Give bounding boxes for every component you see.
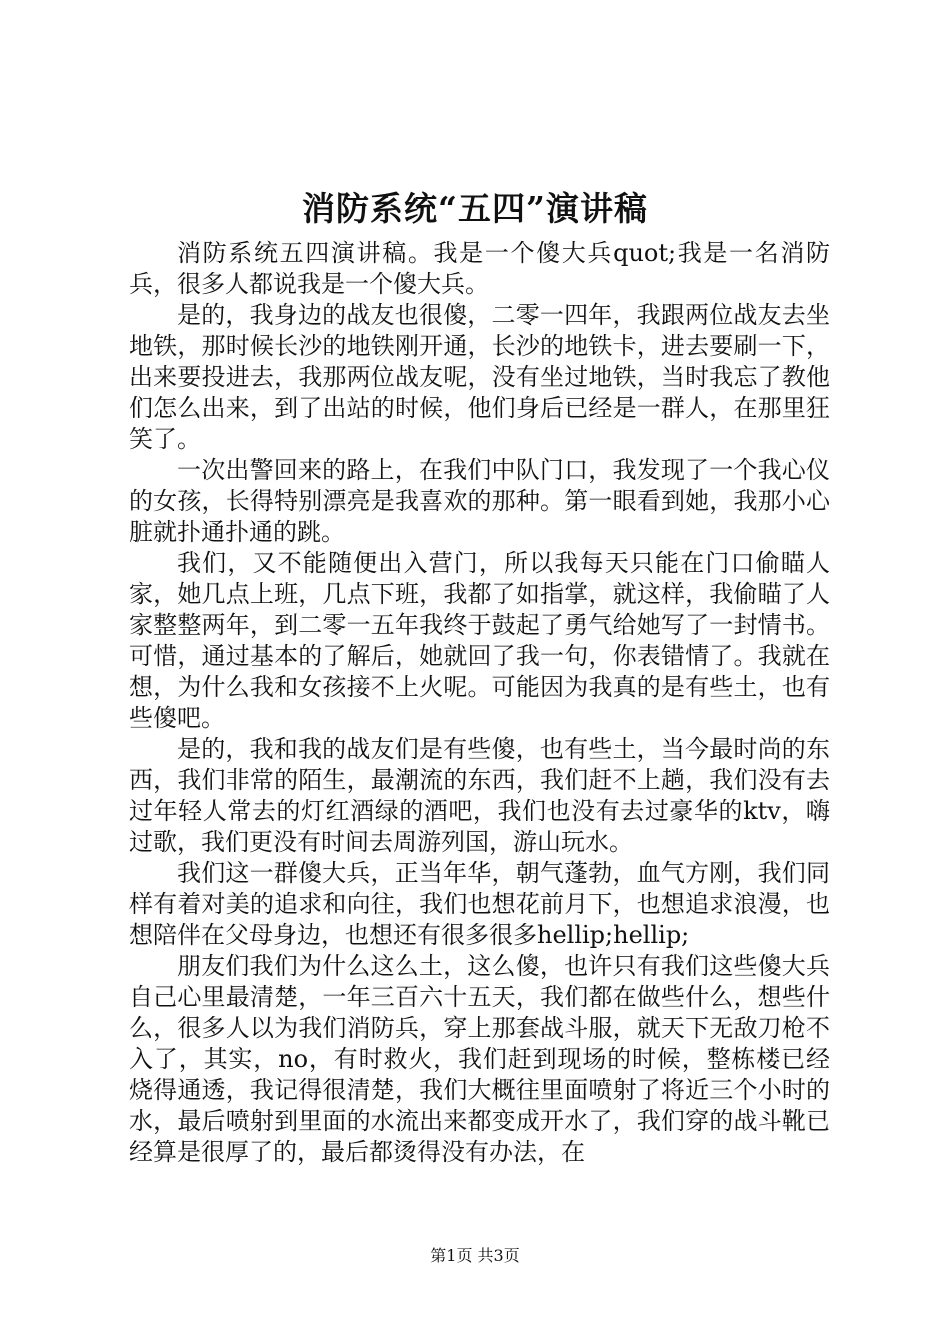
paragraph-6: 我们这一群傻大兵，正当年华，朝气蓬勃，血气方刚，我们同样有着对美的追求和向往，我们也想花前月下，也想追求浪漫，也想陪伴在父母身边，也想还有很多很多hellip;hellip; [129,859,830,949]
paragraph-4: 我们，又不能随便出入营门，所以我每天只能在门口偷瞄人家，她几点上班，几点下班，我都了如指掌，就这样，我偷瞄了人家整整两年，到二零一五年我终于鼓起了勇气给她写了一封情书。可惜，通过基本的了解后，她就回了我一句，你表错情了。我就在想，为什么我和女孩接不上火呢。可能因为我真的是有些土，也有些傻吧。 [129,549,830,732]
page-number-footer: 第1页 共3页 [430,1246,520,1265]
document-body [129,238,830,1168]
paragraph-5: 是的，我和我的战友们是有些傻，也有些土，当今最时尚的东西，我们非常的陌生，最潮流的东西，我们赶不上趟，我们没有去过年轻人常去的灯红酒绿的酒吧，我们也没有去过豪华的ktv，嗨过歌，我们更没有时间去周游列国，游山玩水。 [129,735,830,856]
paragraph-7: 朋友们我们为什么这么土，这么傻，也许只有我们这些傻大兵自己心里最清楚，一年三百六十五天，我们都在做些什么，想些什么，很多人以为我们消防兵，穿上那套战斗服，就天下无敌刀枪不入了，其实，no，有时救火，我们赶到现场的时候，整栋楼已经烧得通透，我记得很清楚，我们大概往里面喷射了将近三个小时的水，最后喷射到里面的水流出来都变成开水了，我们穿的战斗靴已经算是很厚了的，最后都烫得没有办法，在 [129,952,830,1166]
paragraph-1: 消防系统五四演讲稿。我是一个傻大兵quot;我是一名消防兵，很多人都说我是一个傻大兵。 [129,239,830,298]
paragraph-2: 是的，我身边的战友也很傻，二零一四年，我跟两位战友去坐地铁，那时候长沙的地铁刚开通，长沙的地铁卡，进去要刷一下，出来要投进去，我那两位战友呢，没有坐过地铁，当时我忘了教他们怎么出来，到了出站的时候，他们身后已经是一群人，在那里狂笑了。 [129,301,830,453]
paragraph-3: 一次出警回来的路上，在我们中队门口，我发现了一个我心仪的女孩，长得特别漂亮是我喜欢的那种。第一眼看到她，我那小心脏就扑通扑通的跳。 [129,456,830,546]
document-title: 消防系统“五四”演讲稿 [302,189,648,228]
